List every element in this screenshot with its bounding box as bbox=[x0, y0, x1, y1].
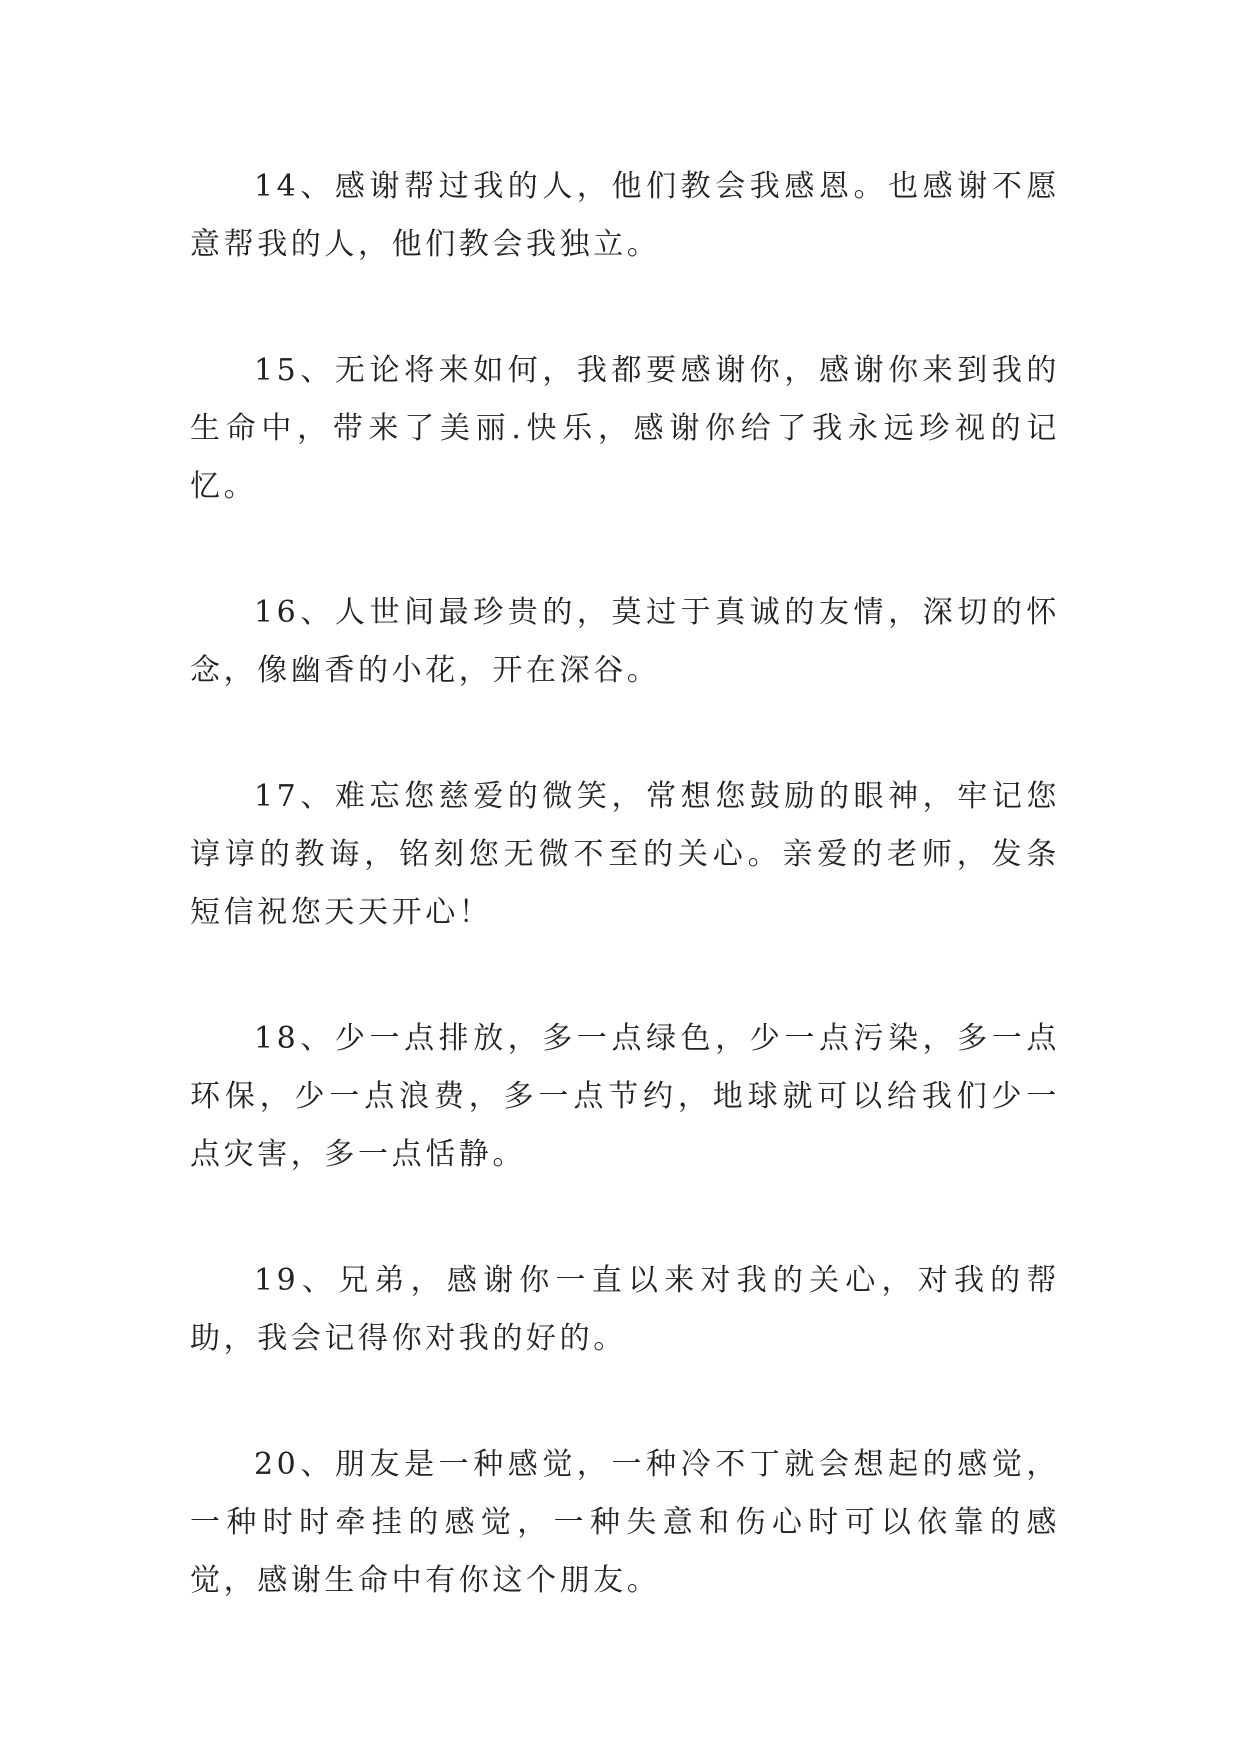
paragraph-17: 17、难忘您慈爱的微笑，常想您鼓励的眼神，牢记您谆谆的教诲，铭刻您无微不至的关心。亲爱的老师，发条短信祝您天天开心！ bbox=[190, 779, 1060, 930]
document-body bbox=[190, 158, 1060, 1678]
paragraph-15: 15、无论将来如何，我都要感谢你，感谢你来到我的生命中，带来了美丽.快乐，感谢你给了我永远珍视的记忆。 bbox=[190, 353, 1060, 504]
paragraph-18: 18、少一点排放，多一点绿色，少一点污染，多一点环保，少一点浪费，多一点节约，地球就可以给我们少一点灾害，多一点恬静。 bbox=[190, 1021, 1060, 1172]
paragraph-19: 19、兄弟，感谢你一直以来对我的关心，对我的帮助，我会记得你对我的好的。 bbox=[190, 1263, 1060, 1356]
paragraph-20: 20、朋友是一种感觉，一种冷不丁就会想起的感觉，一种时时牵挂的感觉，一种失意和伤心时可以依靠的感觉，感谢生命中有你这个朋友。 bbox=[190, 1447, 1060, 1598]
paragraph-16: 16、人世间最珍贵的，莫过于真诚的友情，深切的怀念，像幽香的小花，开在深谷。 bbox=[190, 595, 1060, 688]
paragraph-14: 14、感谢帮过我的人，他们教会我感恩。也感谢不愿意帮我的人，他们教会我独立。 bbox=[190, 169, 1060, 262]
